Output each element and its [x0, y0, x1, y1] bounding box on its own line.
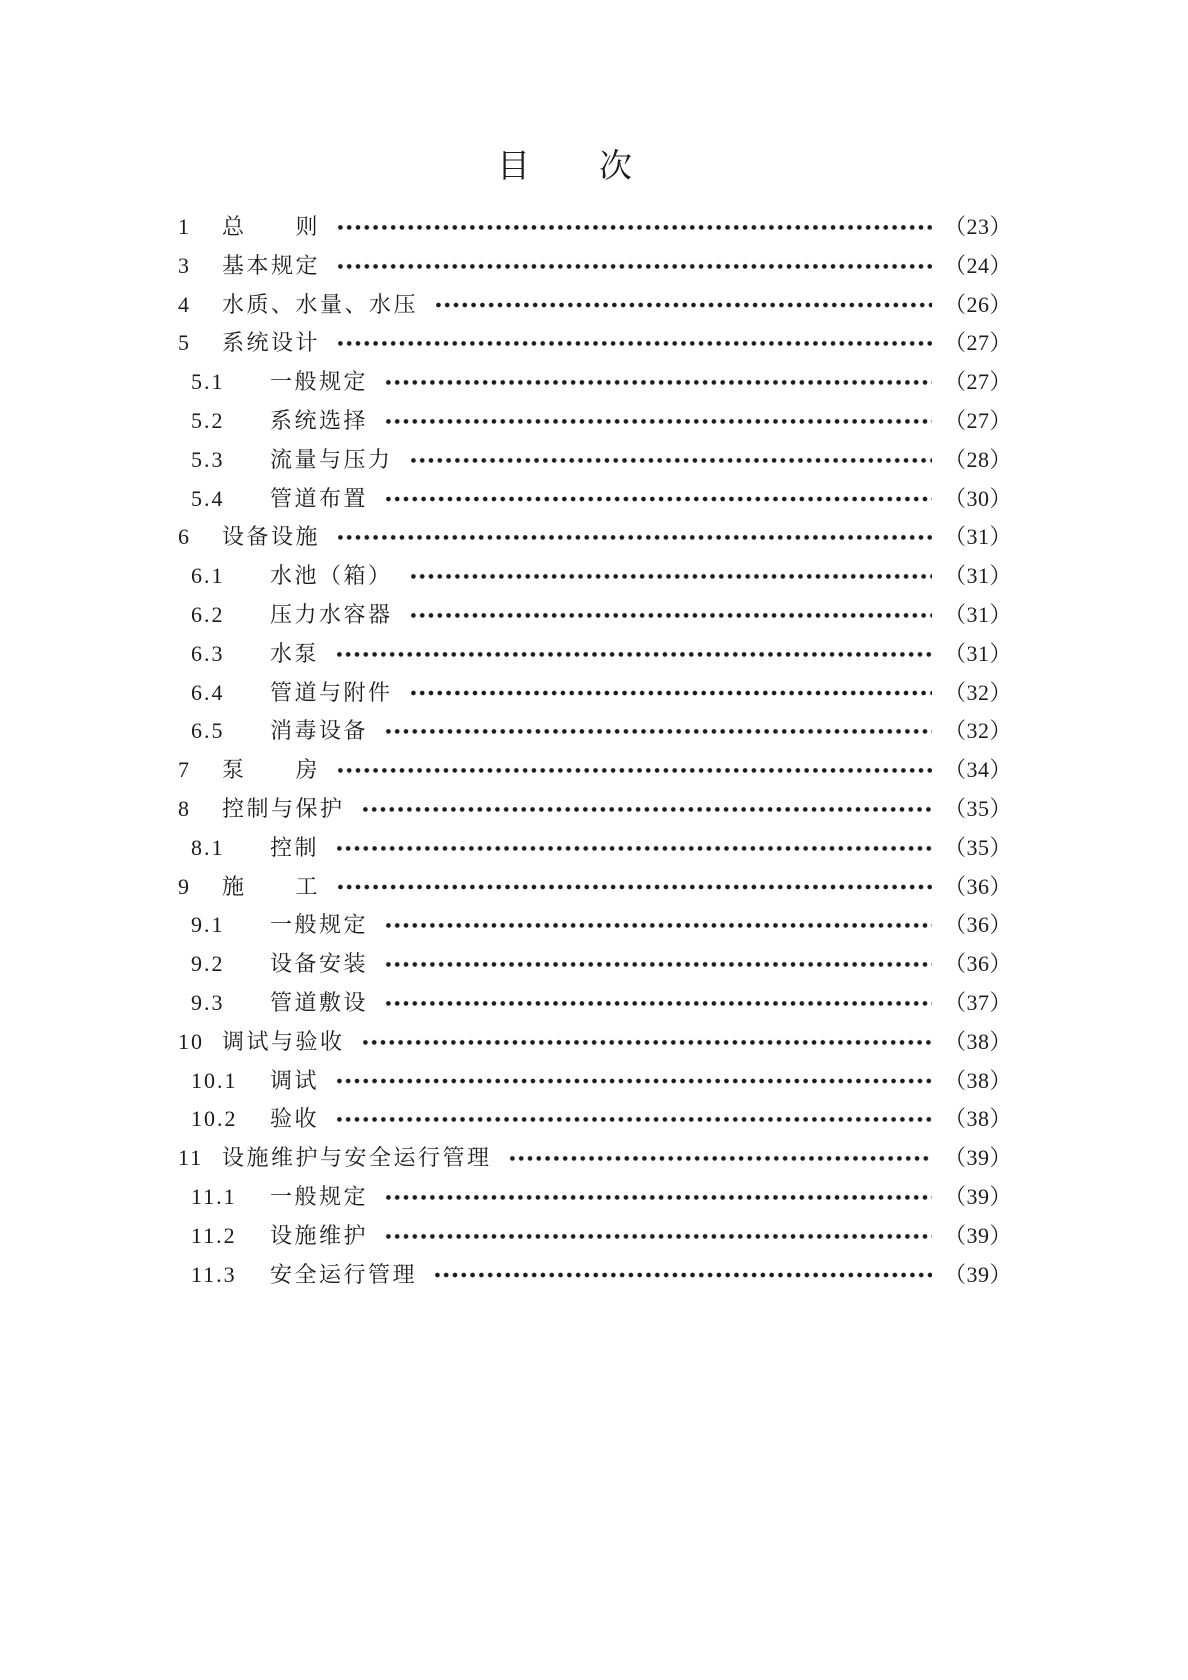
table-of-contents: [178, 208, 1012, 1294]
toc-entry-title: 水质、水量、水压: [222, 291, 419, 317]
dot-leader: [384, 402, 932, 441]
dot-leader: [384, 984, 932, 1023]
toc-entry-title: 总 则: [222, 214, 321, 239]
dot-leader: [336, 518, 932, 557]
toc-entry-page: （30）: [943, 485, 1012, 511]
dot-leader: [384, 906, 932, 945]
dot-leader: [384, 1178, 932, 1217]
toc-entry-title: 消毒设备: [270, 718, 369, 744]
toc-entry-page: （36）: [943, 912, 1012, 938]
toc-entry: [178, 286, 1012, 325]
toc-entry-page: （34）: [943, 757, 1012, 783]
toc-entry-page: （23）: [943, 214, 1012, 239]
dot-leader: [336, 324, 932, 363]
toc-entry-title: 设备设施: [222, 524, 321, 550]
dot-leader: [336, 751, 932, 790]
toc-entry: [178, 984, 1012, 1023]
toc-entry-number: 10.1: [191, 1067, 238, 1093]
toc-entry: [178, 829, 1012, 868]
toc-entry-page: （39）: [943, 1183, 1012, 1209]
toc-entry-title: 基本规定: [222, 252, 321, 278]
dot-leader: [409, 441, 932, 480]
toc-entry: [178, 324, 1012, 363]
toc-entry: [178, 1100, 1012, 1139]
toc-entry-title: 施 工: [222, 873, 321, 899]
toc-entry-title: 调试: [270, 1067, 320, 1093]
toc-entry-number: 1: [178, 214, 191, 239]
toc-entry: [178, 674, 1012, 713]
toc-entry-page: （31）: [943, 601, 1012, 627]
toc-entry-number: 10: [178, 1028, 204, 1054]
dot-leader: [384, 1217, 932, 1256]
toc-entry-page: （24）: [943, 252, 1012, 278]
toc-entry-title: 一般规定: [270, 1183, 369, 1209]
toc-entry: [178, 906, 1012, 945]
toc-entry-title: 安全运行管理: [270, 1261, 418, 1287]
dot-leader: [409, 596, 932, 635]
toc-entry-page: （27）: [943, 407, 1012, 433]
toc-entry-title: 设备安装: [270, 951, 369, 977]
toc-entry-page: （38）: [943, 1106, 1012, 1132]
toc-entry-title: 一般规定: [270, 912, 369, 938]
dot-leader: [336, 868, 932, 907]
toc-entry-number: 10.2: [191, 1106, 238, 1132]
toc-entry-page: （39）: [943, 1222, 1012, 1248]
toc-entry-page: （35）: [943, 834, 1012, 860]
toc-entry: [178, 751, 1012, 790]
toc-entry: [178, 945, 1012, 984]
toc-entry-title: 验收: [270, 1106, 320, 1132]
toc-entry-number: 11.2: [191, 1222, 237, 1248]
toc-entry: [178, 557, 1012, 596]
toc-entry-number: 9.2: [191, 951, 225, 977]
dot-leader: [335, 1100, 932, 1139]
toc-entry-page: （31）: [943, 524, 1012, 550]
toc-entry-page: （32）: [943, 679, 1012, 705]
toc-entry-page: （32）: [943, 718, 1012, 744]
dot-leader: [508, 1139, 932, 1178]
toc-entry: [178, 247, 1012, 286]
toc-entry: [178, 1178, 1012, 1217]
toc-entry-page: （31）: [943, 640, 1012, 666]
toc-entry: [178, 1062, 1012, 1101]
toc-entry-title: 一般规定: [270, 369, 369, 395]
toc-entry-number: 4: [178, 291, 191, 317]
toc-entry-page: （39）: [943, 1261, 1012, 1287]
toc-entry-page: （36）: [943, 951, 1012, 977]
toc-entry-page: （39）: [943, 1145, 1012, 1171]
toc-entry-title: 设施维护与安全运行管理: [222, 1145, 492, 1171]
toc-entry-page: （26）: [943, 291, 1012, 317]
toc-entry-number: 5: [178, 330, 191, 356]
toc-entry: [178, 518, 1012, 557]
toc-entry-number: 6: [178, 524, 191, 550]
toc-entry-number: 8: [178, 795, 191, 821]
dot-leader: [384, 945, 932, 984]
toc-entry-number: 6.2: [191, 601, 225, 627]
toc-entry-title: 管道布置: [270, 485, 369, 511]
toc-entry-number: 8.1: [191, 834, 225, 860]
toc-entry: [178, 1023, 1012, 1062]
toc-entry-number: 5.4: [191, 485, 225, 511]
toc-entry-number: 11.3: [191, 1261, 237, 1287]
toc-entry-page: （37）: [943, 989, 1012, 1015]
dot-leader: [434, 286, 932, 325]
toc-entry: [178, 402, 1012, 441]
dot-leader: [335, 1062, 932, 1101]
toc-entry: [178, 868, 1012, 907]
toc-entry: [178, 363, 1012, 402]
toc-entry-page: （35）: [943, 795, 1012, 821]
toc-entry-number: 5.3: [191, 446, 225, 472]
toc-entry: [178, 1217, 1012, 1256]
dot-leader: [335, 829, 932, 868]
toc-entry-page: （36）: [943, 873, 1012, 899]
toc-entry: [178, 208, 1012, 247]
toc-entry-number: 9: [178, 873, 191, 899]
toc-entry-number: 11.1: [191, 1183, 237, 1209]
toc-entry-number: 11: [178, 1145, 204, 1171]
toc-entry-number: 7: [178, 757, 191, 783]
toc-entry-number: 3: [178, 252, 191, 278]
toc-entry-title: 调试与验收: [222, 1028, 345, 1054]
toc-entry-title: 水泵: [270, 640, 320, 666]
dot-leader: [336, 247, 932, 286]
toc-entry-number: 5.2: [191, 407, 225, 433]
toc-entry: [178, 712, 1012, 751]
toc-entry-title: 系统设计: [222, 330, 321, 356]
toc-entry-page: （28）: [943, 446, 1012, 472]
dot-leader: [336, 208, 932, 247]
toc-entry: [178, 441, 1012, 480]
toc-entry: [178, 596, 1012, 635]
toc-entry-number: 9.1: [191, 912, 225, 938]
toc-entry: [178, 480, 1012, 519]
toc-entry-number: 6.1: [191, 563, 225, 589]
dot-leader: [384, 480, 932, 519]
toc-entry-page: （38）: [943, 1028, 1012, 1054]
dot-leader: [361, 1023, 932, 1062]
dot-leader: [433, 1256, 932, 1295]
toc-entry: [178, 1256, 1012, 1295]
toc-entry-number: 9.3: [191, 989, 225, 1015]
toc-entry-number: 6.5: [191, 718, 225, 744]
dot-leader: [384, 712, 932, 751]
toc-entry-page: （31）: [943, 563, 1012, 589]
toc-entry-title: 系统选择: [270, 407, 369, 433]
dot-leader: [361, 790, 932, 829]
toc-entry-title: 管道敷设: [270, 989, 369, 1015]
toc-entry-page: （27）: [943, 330, 1012, 356]
toc-entry: [178, 1139, 1012, 1178]
dot-leader: [335, 635, 932, 674]
toc-entry-title: 控制: [270, 834, 320, 860]
toc-entry-page: （38）: [943, 1067, 1012, 1093]
page-title: 目 次: [497, 149, 633, 185]
toc-entry-page: （27）: [943, 369, 1012, 395]
toc-entry: [178, 790, 1012, 829]
toc-entry-title: 设施维护: [270, 1222, 369, 1248]
toc-entry-title: 压力水容器: [270, 601, 393, 627]
toc-entry-number: 6.4: [191, 679, 225, 705]
toc-entry-title: 水池（箱）: [270, 563, 393, 589]
toc-entry-number: 5.1: [191, 369, 225, 395]
dot-leader: [409, 557, 932, 596]
toc-entry-title: 流量与压力: [270, 446, 393, 472]
dot-leader: [409, 674, 932, 713]
toc-entry-number: 6.3: [191, 640, 225, 666]
dot-leader: [384, 363, 932, 402]
toc-entry-title: 控制与保护: [222, 795, 345, 821]
toc-entry: [178, 635, 1012, 674]
toc-entry-title: 泵 房: [222, 757, 321, 783]
toc-entry-title: 管道与附件: [270, 679, 393, 705]
